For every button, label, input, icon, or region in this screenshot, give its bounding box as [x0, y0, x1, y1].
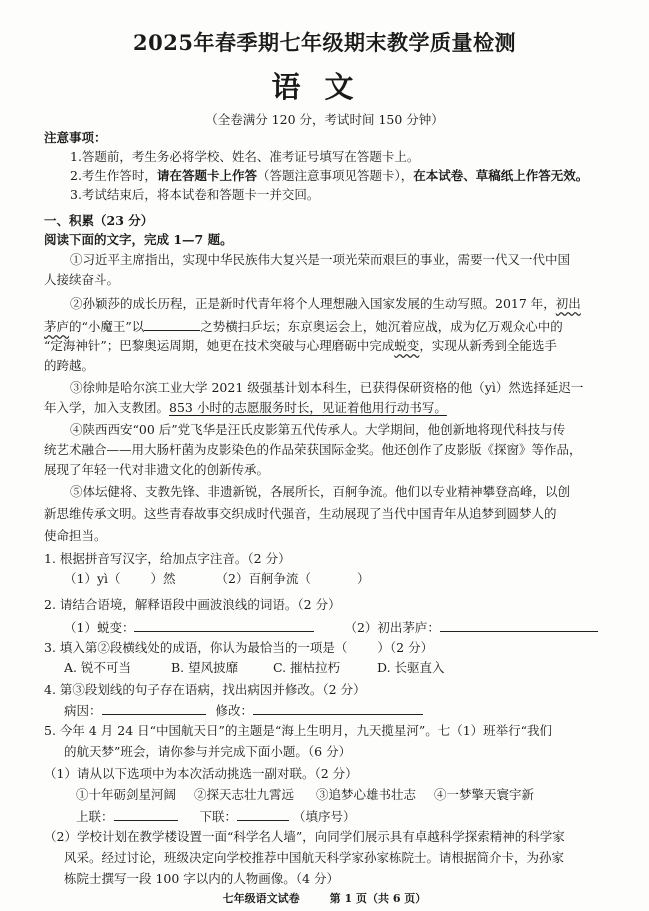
question-4: 4. 第③段划线的句子存在语病，找出病因并修改。（2 分）	[44, 682, 366, 697]
question-5-cont: 的航天梦”班会，请你参与并完成下面小题。（6 分）	[64, 744, 352, 759]
passage-line: ⑤体坛健将、支教先锋、非遗新锐，各展所长，百舸争流。他们以专业精神攀登高峰，以创	[70, 484, 571, 499]
subject-title: 语文	[271, 70, 378, 104]
passage-line: “定海神针”；巴黎奥运周期，她更在技术突破与心理磨砺中完成蜕变，实现从新秀到全能选手	[44, 338, 557, 353]
passage-line: 新思维传承文明。这些青春故事交织成时代强音，生动展现了当代中国青年从追梦到圆梦人的	[44, 506, 557, 521]
question-4-parts: 病因： 修改：	[64, 702, 423, 719]
passage-line: ④陕西西安“00 后”党飞华是汪氏皮影第五代传承人。大学期间，他创新地将现代科技与传	[70, 422, 566, 437]
couplet-options	[76, 787, 534, 803]
wavy-term: 茅庐	[44, 319, 70, 334]
page-footer: 七年级语文试卷 第 1 页（共 6 页）	[222, 892, 427, 905]
couplet-option-4: ④一梦擎天寰宇新	[434, 787, 535, 802]
section-intro: 阅读下面的文字，完成 1—7 题。	[44, 232, 233, 247]
answer-blank[interactable]	[102, 702, 206, 715]
passage-line: 使命担当。	[44, 528, 107, 543]
section-heading: 一、积累（23 分）	[44, 213, 154, 228]
notice-heading: 注意事项：	[44, 130, 107, 145]
passage-line: 人接续奋斗。	[44, 272, 120, 287]
passage-line: 年入学，加入支教团。853 小时的志愿服务时长，见证着他用行动书写。	[44, 400, 447, 415]
question-3-options	[64, 660, 445, 676]
couplet-answers: 上联： 下联： （填序号）	[76, 809, 356, 824]
wavy-term: 初出	[555, 296, 581, 311]
wavy-term: 蜕变	[394, 338, 420, 353]
question-2-parts: （1）蜕变： （2）初出茅庐：	[64, 619, 598, 636]
question-1: 1. 根据拼音写汉字，给加点字注音。（2 分）	[44, 551, 291, 566]
notice-item-3: 3.考试结束后，将本试卷和答题卡一并交回。	[70, 187, 320, 202]
question-3: 3. 填入第②段横线处的成语，你认为最恰当的一项是（ ）（2 分）	[44, 640, 434, 655]
passage-line: 统艺术融合——用大肠杆菌为皮影染色的作品荣获国际金奖。他还创作了皮影版《探窗》等作品，	[44, 442, 582, 457]
couplet-option-1: ①十年砺剑星河阔	[76, 787, 177, 802]
answer-blank[interactable]	[237, 808, 289, 821]
answer-blank[interactable]	[311, 571, 357, 583]
passage-line: ②孙颖莎的成长历程，正是新时代青年将个人理想融入国家发展的生动写照。2017 年，初出	[70, 296, 581, 311]
answer-blank[interactable]	[114, 808, 178, 821]
question-5-1: （1）请从以下选项中为本次活动挑选一副对联。（2 分）	[44, 766, 358, 781]
exam-meta: （全卷满分 120 分，考试时间 150 分钟）	[205, 112, 444, 127]
idiom-blank[interactable]	[144, 318, 200, 331]
option-c[interactable]: C. 摧枯拉朽	[273, 660, 341, 675]
question-5: 5. 今年 4 月 24 日“中国航天日”的主题是“海上生明月，九天揽星河”。七（1）班举行“我们	[44, 723, 553, 738]
answer-blank[interactable]	[253, 702, 423, 715]
answer-blank[interactable]	[134, 619, 314, 632]
question-5-2-cont: 栋院士撰写一段 100 字以内的人物画像。（4 分）	[64, 871, 339, 886]
question-1-parts: （1）yì（ ）然 （2）百舸争流（ ）	[64, 571, 370, 586]
exam-title: 2025年春季期七年级期末教学质量检测	[133, 30, 516, 55]
option-b[interactable]: B. 望风披靡	[171, 660, 239, 675]
passage-line: ①习近平主席指出，实现中华民族伟大复兴是一项光荣而艰巨的事业，需要一代又一代中国	[70, 252, 571, 267]
couplet-option-3: ③追梦心雄书壮志	[316, 787, 417, 802]
passage-line: 茅庐的“小魔王”以 之势横扫乒坛；东京奥运会上，她沉着应战，成为亿万观众心中的	[44, 319, 563, 334]
answer-blank[interactable]	[121, 571, 151, 583]
question-5-2: （2）学校计划在教学楼设置一面“科学名人墙”，向同学们展示具有卓越科学探索精神的科学家	[44, 829, 565, 844]
couplet-option-2: ②探天志壮九霄远	[194, 787, 295, 802]
question-2: 2. 请结合语境，解释语段中画波浪线的词语。（2 分）	[44, 597, 341, 612]
option-a[interactable]: A. 锐不可当	[64, 660, 131, 675]
option-d[interactable]: D. 长驱直入	[377, 660, 445, 675]
answer-blank[interactable]	[347, 640, 377, 652]
question-5-2-cont: 风采。经过讨论，班级决定向学校推荐中国航天科学家孙家栋院士。请根据简介卡，为孙家	[64, 850, 565, 865]
passage-line: ③徐帅是哈尔滨工业大学 2021 级强基计划本科生，已获得保研资格的他（yì）然选择延迟一	[70, 380, 584, 395]
faulty-sentence: 853 小时的志愿服务时长，见证着他用行动书写。	[169, 400, 447, 415]
passage-line: 展现了年轻一代对非遗文化的创新传承。	[44, 462, 270, 477]
notice-item-2: 2.考生作答时，请在答题卡上作答（答题注意事项见答题卡），在本试卷、草稿纸上作答无效。	[70, 168, 589, 183]
passage-line: 的跨越。	[44, 358, 95, 373]
notice-item-1: 1.答题前，考生务必将学校、姓名、准考证号填写在答题卡上。	[70, 149, 420, 164]
answer-blank[interactable]	[440, 619, 598, 632]
